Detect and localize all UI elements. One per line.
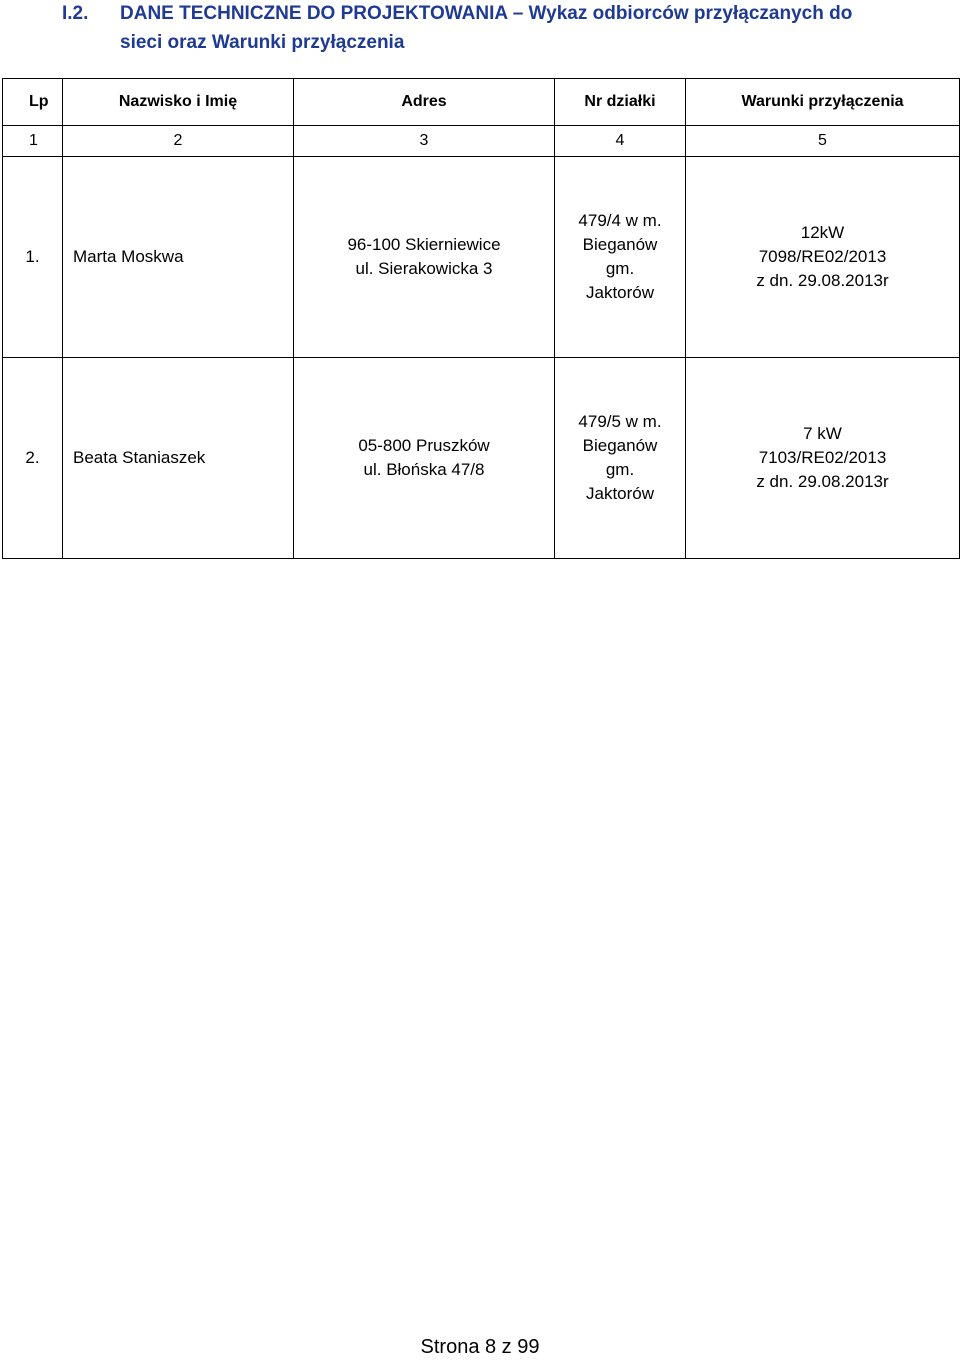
column-number: 3 — [294, 126, 555, 157]
conditions-line: z dn. 29.08.2013r — [756, 472, 889, 491]
row-name: Marta Moskwa — [63, 157, 294, 358]
plot-line: 479/5 w m. — [578, 412, 662, 431]
row-plot — [555, 157, 686, 358]
address-line: ul. Sierakowicka 3 — [355, 259, 493, 278]
header-lp: Lp — [3, 79, 63, 126]
row-lp: 2. — [3, 358, 63, 559]
column-number-row — [3, 126, 960, 157]
row-name: Beata Staniaszek — [63, 358, 294, 559]
conditions-line: 12kW — [800, 223, 845, 242]
table-row — [3, 358, 960, 559]
column-number: 1 — [3, 126, 63, 157]
address-line: 96-100 Skierniewice — [347, 235, 501, 254]
table-row — [3, 157, 960, 358]
page-footer: Strona 8 z 99 — [420, 1336, 540, 1358]
column-number: 2 — [63, 126, 294, 157]
plot-line: Jaktorów — [585, 283, 655, 302]
receivers-table — [2, 78, 960, 559]
plot-line: 479/4 w m. — [578, 211, 662, 230]
header-conditions: Warunki przyłączenia — [686, 79, 960, 126]
address-line: ul. Błońska 47/8 — [363, 460, 485, 479]
plot-line: gm. — [605, 259, 635, 278]
row-lp: 1. — [3, 157, 63, 358]
row-conditions — [686, 157, 960, 358]
section-title-line-2: sieci oraz Warunki przyłączenia — [120, 32, 405, 53]
address-line: 05-800 Pruszków — [358, 436, 490, 455]
conditions-line: z dn. 29.08.2013r — [756, 271, 889, 290]
conditions-line: 7 kW — [803, 424, 842, 443]
header-name: Nazwisko i Imię — [63, 79, 294, 126]
row-address — [294, 358, 555, 559]
column-number: 5 — [686, 126, 960, 157]
section-title-line-1: DANE TECHNICZNE DO PROJEKTOWANIA – Wykaz odbiorców przyłączanych do — [120, 3, 853, 24]
column-number: 4 — [555, 126, 686, 157]
plot-line: Bieganów — [582, 436, 658, 455]
row-plot — [555, 358, 686, 559]
row-conditions — [686, 358, 960, 559]
section-number: I.2. — [62, 3, 89, 24]
header-plot: Nr działki — [555, 79, 686, 126]
plot-line: Bieganów — [582, 235, 658, 254]
header-address: Adres — [294, 79, 555, 126]
conditions-line: 7098/RE02/2013 — [758, 247, 887, 266]
row-address — [294, 157, 555, 358]
plot-line: gm. — [605, 460, 635, 479]
table-header-row — [3, 79, 960, 126]
conditions-line: 7103/RE02/2013 — [758, 448, 887, 467]
plot-line: Jaktorów — [585, 484, 655, 503]
